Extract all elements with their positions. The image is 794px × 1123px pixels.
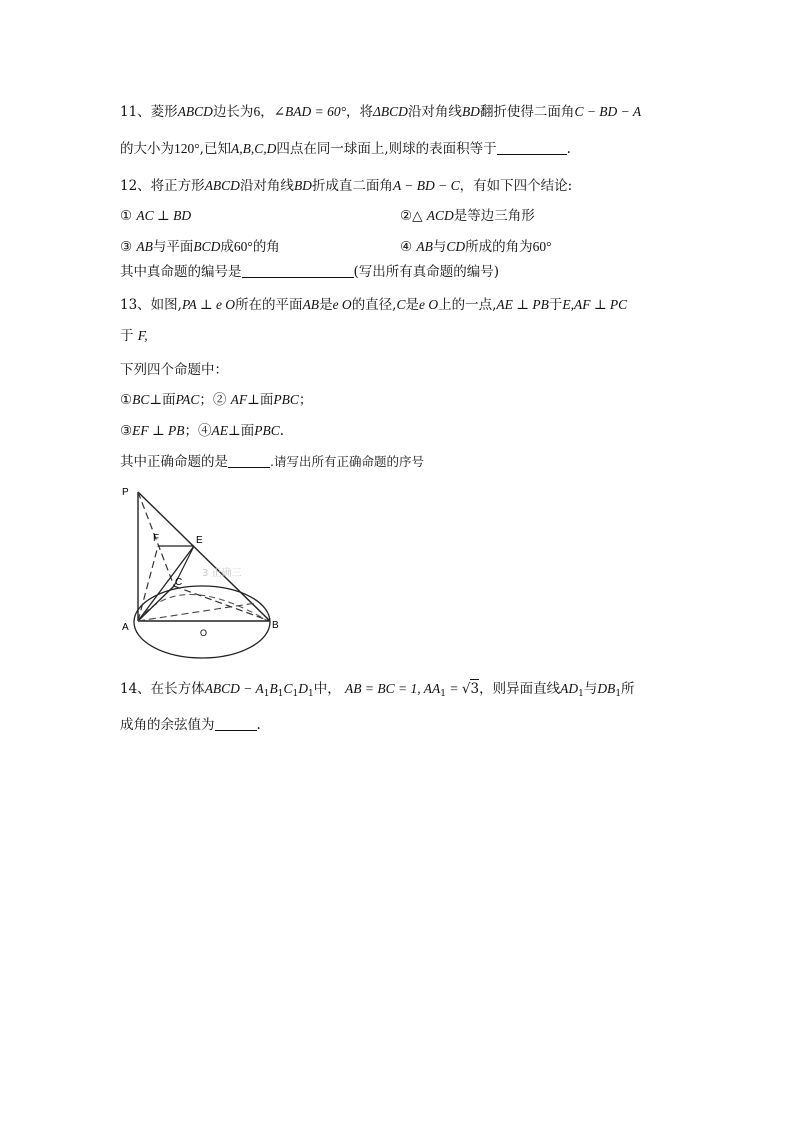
text: 所成的角为 — [465, 239, 533, 255]
text: ,已知 — [199, 141, 231, 157]
math-d: D — [298, 681, 309, 696]
math-pa: PA ⊥ e O — [181, 297, 236, 312]
watermark-text: 3 正确三 — [202, 568, 242, 579]
text: ；④ — [184, 423, 212, 439]
q13-line2 — [120, 326, 148, 346]
math-pac: PAC — [175, 392, 200, 407]
text: ⊥面 — [149, 392, 176, 408]
math-af: AF — [230, 392, 248, 407]
text: 于 — [120, 328, 134, 344]
text: . — [279, 423, 285, 439]
text: ，将 — [346, 104, 373, 120]
text: 四点在同一球面上,则球的表面积等于 — [276, 141, 497, 157]
text: 与 — [432, 239, 447, 255]
text: 的大小为 — [120, 141, 174, 157]
hidden-arc — [138, 595, 268, 622]
subscript: 1 — [263, 689, 270, 699]
q13-line5 — [120, 421, 284, 441]
text: 其中正确命题的是 — [120, 454, 228, 470]
math-c: C — [283, 681, 293, 696]
math-circle-o: e O — [419, 297, 439, 312]
text: ⊥面 — [247, 392, 274, 408]
math-expr: AC ⊥ BD — [136, 208, 192, 223]
text: ， — [260, 104, 274, 120]
text: 成角的余弦值为 — [120, 717, 215, 733]
label-b: B — [272, 620, 279, 631]
math-ab: AB — [416, 239, 433, 254]
q13-line1 — [120, 295, 627, 315]
q12-answer-line — [120, 262, 499, 282]
text: . — [566, 141, 571, 157]
math-degree: 60° — [233, 239, 253, 254]
text: . — [256, 717, 261, 733]
math-ad: AD — [560, 681, 579, 696]
label-o: O — [200, 628, 208, 638]
q12-conclusions-row1 — [120, 206, 535, 226]
text: 边长为 — [212, 104, 254, 120]
mark: ② — [400, 208, 413, 224]
q13-answer-line — [120, 452, 424, 472]
base-circle — [134, 586, 270, 658]
math-dihedral: C − BD − A — [574, 104, 642, 119]
math-abcd: ABCD — [177, 104, 213, 119]
text: 沿对角线 — [407, 104, 462, 120]
math-angle: ∠BAD = 60° — [273, 104, 346, 119]
math-e: E, — [562, 297, 574, 312]
math-cd: CD — [446, 239, 466, 254]
text: 于 — [548, 297, 563, 313]
q12-conclusion4 — [400, 237, 552, 257]
text: 的直径, — [351, 297, 397, 313]
math-points: A,B,C,D — [230, 141, 277, 156]
label-a: A — [122, 622, 129, 633]
math-six: 6 — [253, 104, 261, 119]
q13-number: 13、如图, — [120, 297, 182, 313]
text: 是 — [319, 297, 333, 313]
answer-blank[interactable] — [228, 453, 270, 468]
q11-line2 — [120, 139, 571, 159]
text: 是 — [405, 297, 419, 313]
math-ab: AB — [302, 297, 320, 312]
q13-line4 — [120, 390, 312, 410]
text: 所在的平面 — [235, 297, 303, 313]
q14-line1 — [120, 679, 635, 699]
math-ab: AB — [136, 239, 153, 254]
subscript: 1 — [308, 689, 314, 699]
answer-blank[interactable] — [215, 716, 257, 731]
math-af: AF ⊥ PC — [573, 297, 628, 312]
text: 与平面 — [152, 239, 194, 255]
subscript: 1 — [615, 689, 622, 699]
mark: ① — [120, 208, 133, 224]
subscript: 1 — [277, 689, 284, 699]
text: 与 — [583, 681, 598, 697]
math-pbc: PBC — [254, 423, 280, 438]
answer-blank[interactable] — [242, 263, 354, 278]
q12-conclusions-row2 — [120, 237, 552, 257]
math-db: DB — [597, 681, 616, 696]
mark: ③ — [120, 423, 133, 439]
q11-number: 11、菱形 — [120, 104, 178, 120]
sqrt-radicand: 3 — [470, 681, 480, 697]
math-box: ABCD − A — [204, 681, 264, 696]
text: 翻折使得二面角 — [479, 104, 575, 120]
math-dihedral: A − BD − C — [392, 178, 460, 193]
text: ⊥面 — [228, 423, 255, 439]
math-degree: 60° — [532, 239, 552, 254]
q13-line3: 下列四个命题中： — [120, 362, 228, 378]
math-ef: EF ⊥ PB — [132, 423, 185, 438]
q13-geometry-figure — [118, 483, 288, 663]
math-pbc: PBC — [273, 392, 299, 407]
math-c: C — [396, 297, 406, 312]
text: (写出所有真命题的编号) — [353, 264, 500, 280]
text: 所 — [621, 681, 635, 697]
math-degree: 120° — [174, 141, 200, 156]
mark: ③ — [120, 239, 133, 255]
segment-ae — [138, 546, 194, 621]
label-f: F — [153, 533, 160, 544]
q12-line1 — [120, 176, 572, 196]
math-circle-o: e O — [332, 297, 352, 312]
math-triangle: ΔBCD — [373, 104, 408, 119]
text: ；② — [199, 392, 231, 408]
text: 沿对角线 — [239, 178, 294, 194]
text: .请写出所有正确命题的序号 — [270, 454, 424, 469]
subscript: 1 — [292, 689, 299, 699]
answer-blank[interactable] — [497, 140, 567, 155]
math-f: F, — [137, 328, 148, 343]
q12-conclusion2 — [400, 206, 535, 226]
math-eq: AB = BC = 1, AA — [345, 681, 441, 696]
math-ae: AE ⊥ PB — [496, 297, 549, 312]
math-bd: BD — [461, 104, 480, 119]
q14-number: 14、在长方体 — [120, 681, 205, 697]
mark: ① — [120, 392, 133, 408]
math-ae: AE — [211, 423, 229, 438]
math-eq: = — [446, 681, 462, 696]
q14-line2 — [120, 715, 261, 735]
text: 其中真命题的编号是 — [120, 264, 242, 280]
text: 折成直二面角 — [311, 178, 393, 194]
mark: ④ — [400, 239, 413, 255]
sqrt-symbol: √ — [461, 681, 471, 697]
triangle-symbol: △ — [412, 208, 423, 224]
subscript: 1 — [578, 689, 584, 699]
math-acd: ACD — [426, 208, 454, 223]
text: ； — [298, 392, 313, 408]
math-bc: BC — [132, 392, 150, 407]
math-bcd: BCD — [193, 239, 221, 254]
q12-number: 12、将正方形 — [120, 178, 205, 194]
math-b: B — [269, 681, 278, 696]
math-abcd: ABCD — [204, 178, 240, 193]
text: 成 — [220, 239, 234, 255]
text: 的角 — [252, 239, 280, 255]
q11-line1 — [120, 102, 641, 122]
label-e: E — [196, 535, 203, 546]
text: 上的一点, — [438, 297, 497, 313]
text: 是等边三角形 — [453, 208, 535, 224]
text: ，有如下四个结论: — [459, 178, 573, 194]
text: 中， — [313, 681, 341, 697]
subscript: 1 — [440, 689, 446, 699]
segment-hidden — [138, 603, 256, 621]
label-p: P — [122, 487, 129, 498]
segment-cb — [174, 586, 270, 621]
text: ，则异面直线 — [479, 681, 561, 697]
label-c: C — [175, 577, 183, 588]
math-bd: BD — [293, 178, 312, 193]
